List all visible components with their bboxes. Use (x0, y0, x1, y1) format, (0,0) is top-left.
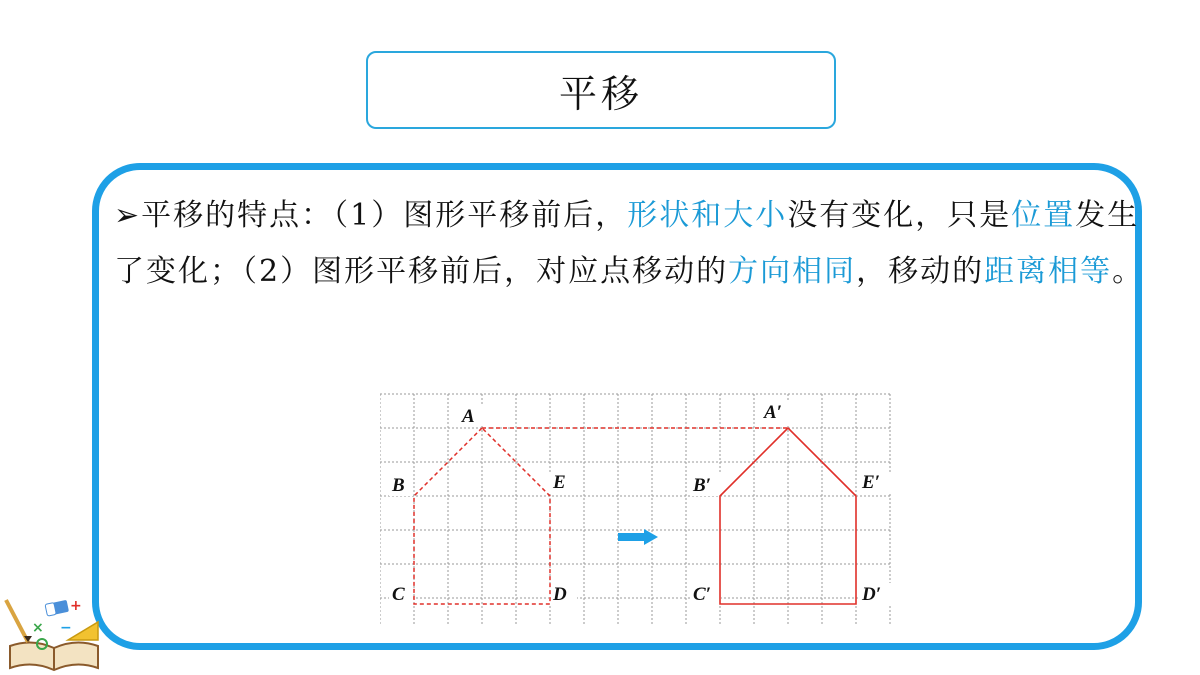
label-b: B (392, 475, 405, 496)
text-segment: ，移动的 (856, 254, 985, 289)
page-title: 平移 (558, 71, 643, 116)
text-segment: 发生了变化；（2）图形平移前后，对应点移动的 (114, 198, 1140, 289)
translation-properties-text (114, 188, 1154, 300)
math-stationery-book-icon (2, 592, 106, 672)
label-d-prime: D′ (862, 584, 882, 605)
label-d: D (553, 584, 567, 605)
text-segment: 没有变化，只是 (787, 198, 1012, 233)
highlight-shape-size: 形状和大小 (627, 198, 788, 233)
label-c-prime: C′ (693, 584, 712, 605)
highlight-position: 位置 (1011, 198, 1076, 233)
label-a-prime: A′ (764, 402, 783, 423)
label-e-prime: E′ (862, 472, 881, 493)
translation-grid-figure (380, 390, 894, 630)
text-segment: 平移的特点：（1）图形平移前后， (141, 198, 628, 233)
grid-lines (380, 394, 890, 626)
bullet-arrow-icon: ➢ (114, 198, 142, 233)
highlight-same-direction: 方向相同 (728, 254, 857, 289)
svg-text:×: × (32, 620, 44, 636)
label-masks (389, 402, 892, 605)
label-a: A (462, 406, 475, 427)
svg-text:+: + (70, 598, 82, 614)
label-e: E (553, 472, 566, 493)
highlight-equal-distance: 距离相等 (984, 254, 1113, 289)
label-b-prime: B′ (693, 475, 712, 496)
text-segment: 。 (1112, 254, 1145, 289)
label-c: C (392, 584, 405, 605)
title-box (366, 51, 836, 129)
svg-text:−: − (60, 620, 72, 636)
